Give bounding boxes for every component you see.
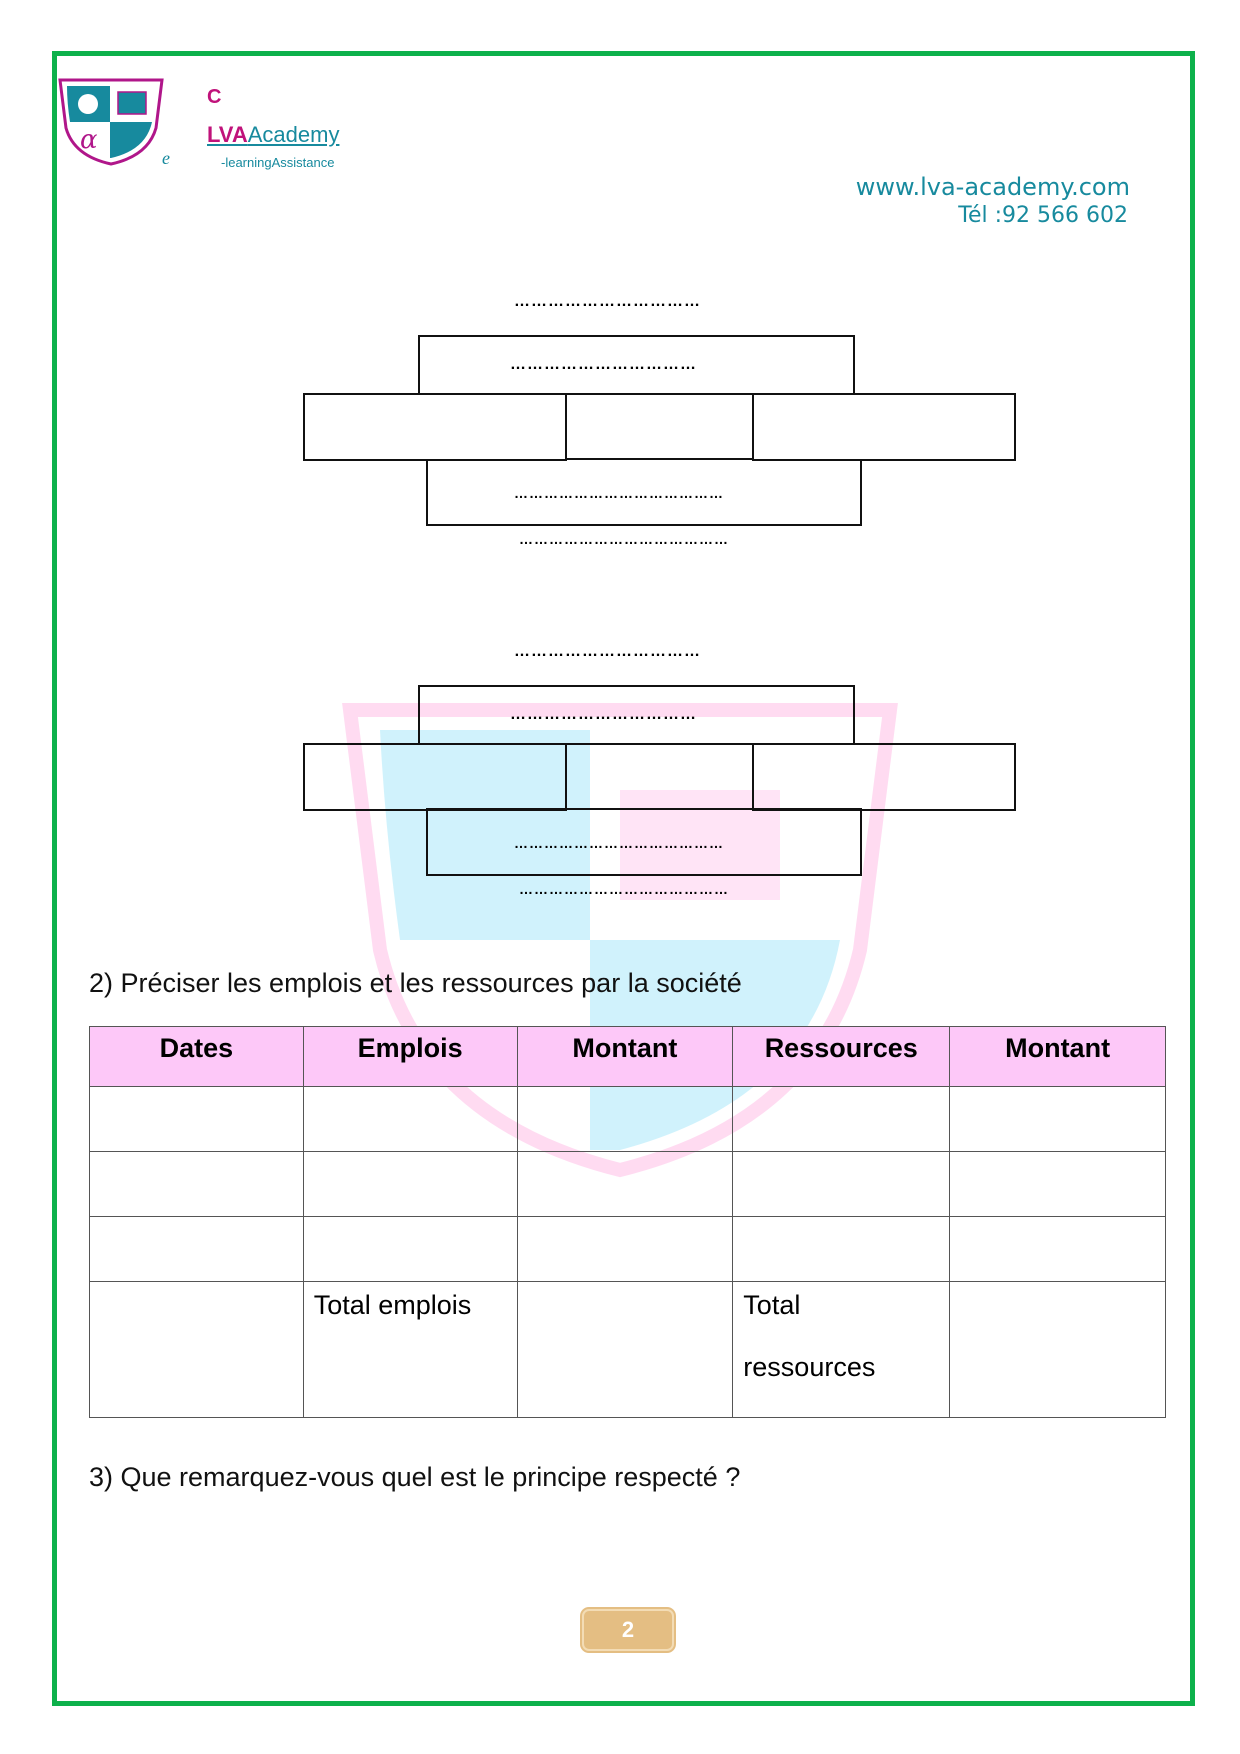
brand-lva: LVA — [207, 122, 248, 147]
total-ressources-label-2: ressources — [743, 1352, 876, 1382]
header-emplois: Emplois — [303, 1027, 517, 1087]
question-2: 2) Préciser les emplois et les ressources par la société — [89, 968, 742, 998]
cell[interactable] — [950, 1217, 1166, 1282]
question-3: 3) Que remarquez-vous quel est le principe respecté ? — [89, 1462, 741, 1492]
page-number-badge: 2 — [582, 1609, 674, 1651]
header-dates: Dates — [90, 1027, 304, 1087]
cell[interactable] — [517, 1087, 733, 1152]
cell[interactable] — [733, 1087, 950, 1152]
cell[interactable] — [90, 1217, 304, 1282]
total-ressources-cell — [733, 1282, 950, 1418]
cell[interactable] — [303, 1087, 517, 1152]
cell[interactable] — [733, 1217, 950, 1282]
brand-academy: Academy — [247, 122, 340, 147]
emplois-ressources-table — [89, 1026, 1166, 1418]
brand-name — [207, 122, 339, 148]
header-montant: Montant — [517, 1027, 733, 1087]
svg-text:α: α — [80, 125, 98, 155]
diagram-top-label: …………………………… — [514, 643, 701, 660]
total-emplois-cell — [303, 1282, 517, 1418]
table-row — [90, 1087, 1166, 1152]
cell[interactable] — [303, 1217, 517, 1282]
diagram-left-box — [303, 743, 567, 811]
total-emplois-label: Total emplois — [313, 1290, 472, 1320]
header-ressources: Ressources — [733, 1027, 950, 1087]
cell[interactable] — [90, 1152, 304, 1217]
phone-number: Tél :92 566 602 — [958, 203, 1128, 228]
table-row — [90, 1152, 1166, 1217]
diagram-bottom-box-text: …………………………………… — [514, 835, 724, 851]
cell[interactable] — [517, 1282, 733, 1418]
table-total-row — [90, 1282, 1166, 1418]
header-montant-2: Montant — [950, 1027, 1166, 1087]
lva-academy-logo — [58, 78, 164, 166]
brand-c: C — [207, 86, 222, 108]
diagram-left-box — [303, 393, 567, 461]
diagram-top-box-text: …………………………… — [510, 706, 697, 723]
cell[interactable] — [90, 1282, 304, 1418]
diagram-bottom-label: …………………………………… — [519, 531, 729, 547]
total-ressources-label-1: Total — [743, 1290, 801, 1320]
table-header-row — [90, 1027, 1166, 1087]
cell[interactable] — [517, 1152, 733, 1217]
table-row — [90, 1217, 1166, 1282]
cell[interactable] — [303, 1152, 517, 1217]
cell[interactable] — [733, 1152, 950, 1217]
cell[interactable] — [950, 1087, 1166, 1152]
cell[interactable] — [950, 1152, 1166, 1217]
cell[interactable] — [517, 1217, 733, 1282]
diagram-right-box — [752, 743, 1016, 811]
cell[interactable] — [90, 1087, 304, 1152]
cell[interactable] — [950, 1282, 1166, 1418]
brand-tagline: -learningAssistance — [221, 155, 335, 170]
website-link[interactable]: www.lva-academy.com — [855, 173, 1130, 201]
diagram-bottom-label: …………………………………… — [519, 881, 729, 897]
diagram-right-box — [752, 393, 1016, 461]
diagram-top-box-text: …………………………… — [510, 356, 697, 373]
brand-e: e — [162, 148, 170, 168]
diagram-top-label: …………………………… — [514, 293, 701, 310]
diagram-bottom-box-text: …………………………………… — [514, 485, 724, 501]
